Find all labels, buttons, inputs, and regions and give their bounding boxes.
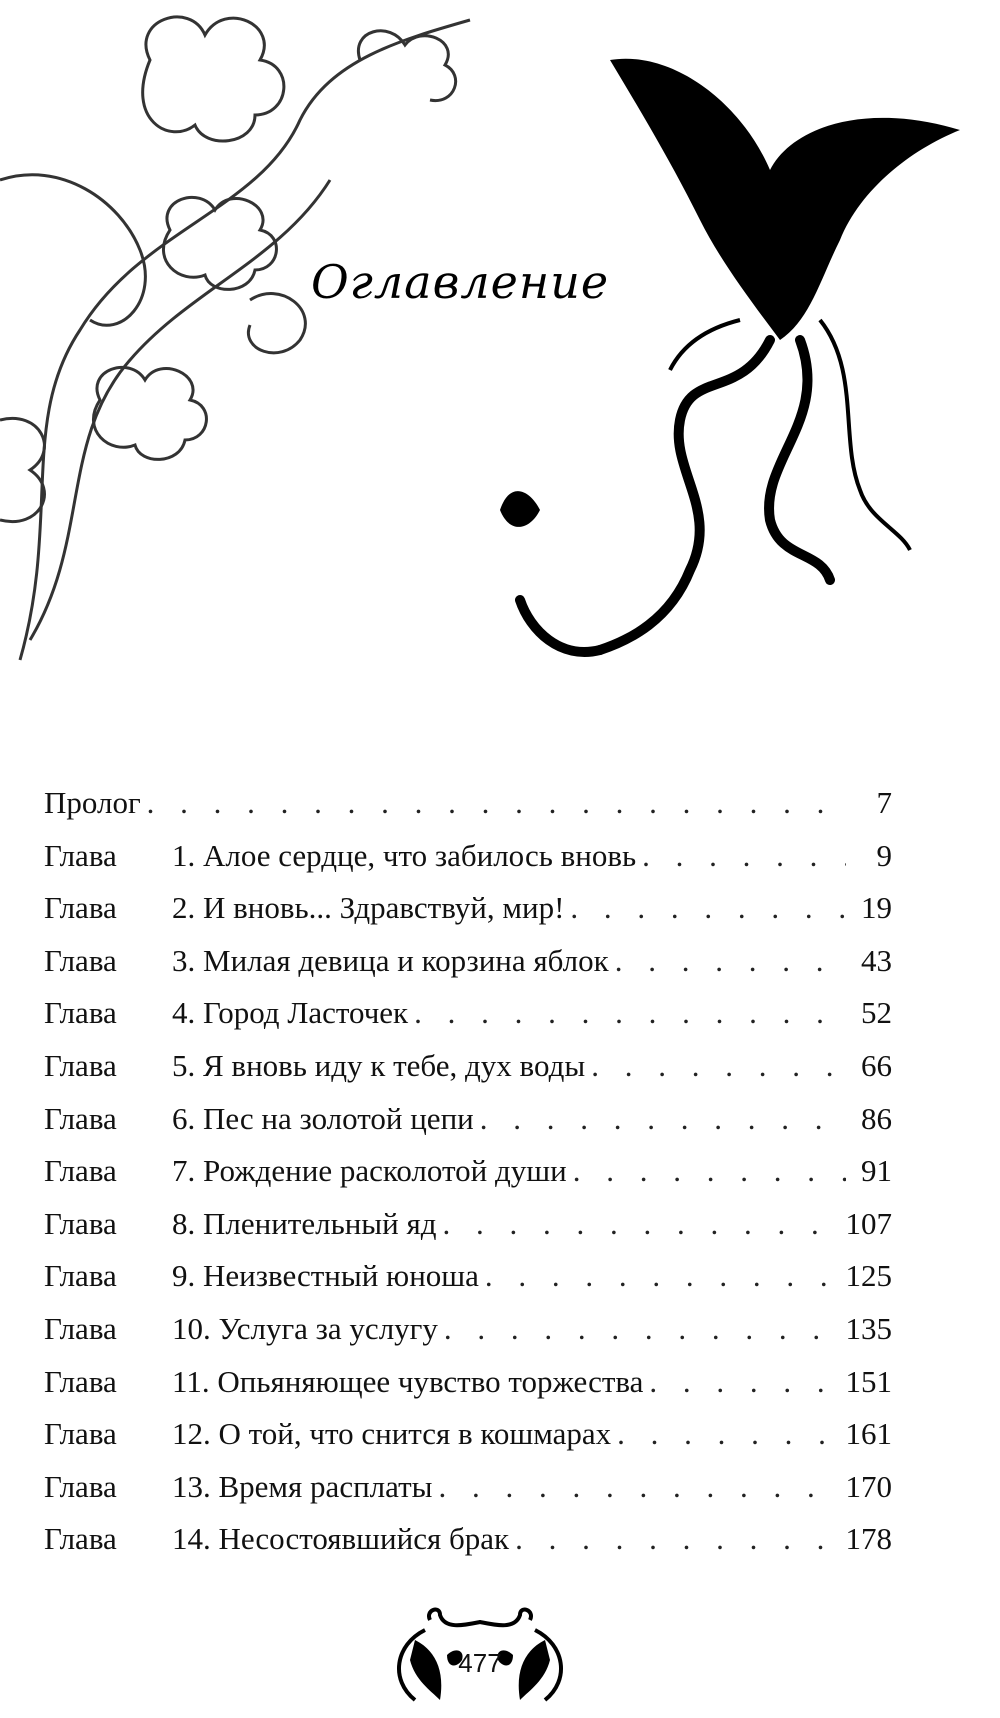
- folio-ornament: [385, 1600, 575, 1710]
- toc-entry: [44, 1303, 892, 1356]
- toc-entry-page: 52: [861, 995, 892, 1031]
- dot-leader: [485, 1250, 840, 1302]
- toc-entry-page: 86: [861, 1100, 892, 1136]
- toc-entry-title: 8. Пленительный яд: [172, 1205, 437, 1241]
- toc-entry: [44, 777, 892, 830]
- toc-entry-title: 4. Город Ласточек: [172, 995, 409, 1031]
- toc-entry-page: 151: [845, 1363, 892, 1399]
- toc-entry-page: 66: [861, 1047, 892, 1083]
- toc-entry-title: 5. Я вновь иду к тебе, дух воды: [172, 1047, 586, 1083]
- toc-entry-title: 2. И вновь... Здравствуй, мир!: [172, 890, 565, 926]
- toc-entry-page: 125: [845, 1258, 892, 1294]
- toc-entry-page: 170: [845, 1468, 892, 1504]
- dot-leader: [414, 987, 846, 1039]
- toc-entry-title: Пролог: [44, 785, 141, 820]
- dot-leader: [444, 1303, 840, 1355]
- toc-entry-prefix: Глава: [44, 1416, 117, 1452]
- toc-entry-page: 91: [861, 1153, 892, 1189]
- toc-entry-title: 6. Пес на золотой цепи: [172, 1100, 474, 1136]
- toc-entry-page: 135: [845, 1310, 892, 1346]
- toc-entry: [44, 1513, 892, 1566]
- toc-entry: [44, 1408, 892, 1461]
- toc-entry-prefix: Глава: [44, 1100, 117, 1136]
- page-number: 477: [458, 1648, 502, 1678]
- toc-entry-title: 3. Милая девица и корзина яблок: [172, 942, 609, 978]
- toc-entry: [44, 1250, 892, 1303]
- dot-leader: [570, 882, 846, 934]
- toc-entry: [44, 935, 892, 988]
- dot-leader: [649, 1356, 839, 1408]
- dot-leader: [147, 777, 846, 829]
- toc-entry-title: 7. Рождение расколотой души: [172, 1153, 567, 1189]
- toc-entry-prefix: Глава: [44, 890, 117, 926]
- toc-entry-prefix: Глава: [44, 1047, 117, 1083]
- toc-entry-title: 11. Опьяняющее чувство торжества: [172, 1363, 644, 1399]
- dot-leader: [642, 830, 846, 882]
- toc-entry-prefix: Глава: [44, 837, 117, 873]
- table-of-contents: [44, 777, 892, 1566]
- dot-leader: [515, 1513, 839, 1565]
- toc-entry: [44, 882, 892, 935]
- toc-entry-title: 13. Время расплаты: [172, 1468, 433, 1504]
- toc-entry-page: 178: [845, 1521, 892, 1557]
- toc-entry: [44, 1145, 892, 1198]
- toc-entry: [44, 1356, 892, 1409]
- toc-entry-title: 12. О той, что снится в кошмарах: [172, 1416, 612, 1452]
- toc-entry-prefix: Глава: [44, 1468, 117, 1504]
- phoenix-illustration: [440, 40, 980, 720]
- toc-entry: [44, 830, 892, 883]
- toc-entry-page: 107: [845, 1205, 892, 1241]
- toc-entry-prefix: Глава: [44, 1310, 117, 1346]
- toc-entry-prefix: Глава: [44, 942, 117, 978]
- toc-entry-prefix: Глава: [44, 1363, 117, 1399]
- toc-entry-page: 7: [876, 785, 892, 820]
- toc-entry: [44, 1040, 892, 1093]
- toc-entry: [44, 987, 892, 1040]
- dot-leader: [480, 1093, 846, 1145]
- toc-entry-title: 14. Несостоявшийся брак: [172, 1521, 510, 1557]
- dot-leader: [617, 1408, 839, 1460]
- toc-entry-page: 161: [845, 1416, 892, 1452]
- toc-entry-title: 9. Неизвестный юноша: [172, 1258, 479, 1294]
- toc-entry-prefix: Глава: [44, 1153, 117, 1189]
- cloud-swirl-ornament: [0, 0, 480, 670]
- dot-leader: [615, 935, 846, 987]
- toc-entry-prefix: Глава: [44, 1521, 117, 1557]
- toc-entry-page: 43: [861, 942, 892, 978]
- toc-entry-prefix: Глава: [44, 1205, 117, 1241]
- toc-entry-prefix: Глава: [44, 995, 117, 1031]
- dot-leader: [573, 1145, 846, 1197]
- toc-entry-page: 19: [861, 890, 892, 926]
- toc-entry: [44, 1093, 892, 1146]
- dot-leader: [438, 1461, 839, 1513]
- toc-entry-title: 10. Услуга за услугу: [172, 1310, 438, 1346]
- toc-entry-title: 1. Алое сердце, что забилось вновь: [172, 837, 637, 873]
- toc-entry: [44, 1461, 892, 1514]
- toc-entry: [44, 1198, 892, 1251]
- dot-leader: [443, 1198, 840, 1250]
- dot-leader: [591, 1040, 846, 1092]
- toc-entry-prefix: Глава: [44, 1258, 117, 1294]
- toc-entry-page: 9: [876, 837, 892, 873]
- page-title: Оглавление: [310, 255, 610, 309]
